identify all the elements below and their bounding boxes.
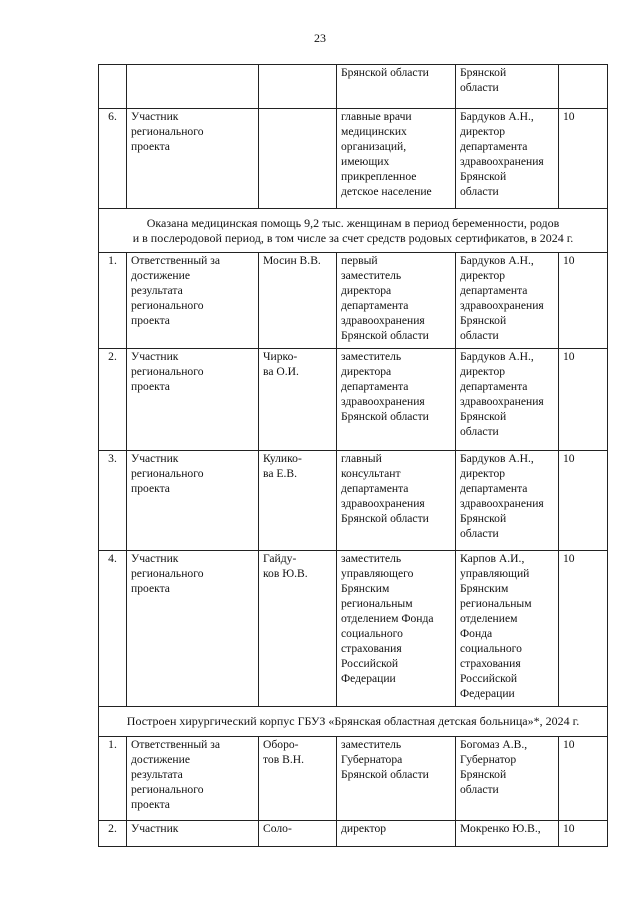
- percent-cell: 10: [559, 451, 608, 551]
- table-row: [99, 821, 608, 847]
- row-number-cell: 3.: [99, 451, 127, 551]
- supervisor-cell: Богомаз А.В., Губернатор Брянской области: [456, 737, 559, 821]
- percent-cell: 10: [559, 737, 608, 821]
- table-row: [99, 551, 608, 707]
- table-row: [99, 451, 608, 551]
- position-cell: директор: [337, 821, 456, 847]
- row-number-cell: 2.: [99, 349, 127, 451]
- position-cell: главные врачи медицинских организаций, имеющих прикрепленное детское население: [337, 109, 456, 209]
- row-number-cell: [99, 65, 127, 109]
- position-cell: Брянской области: [337, 65, 456, 109]
- percent-cell: 10: [559, 821, 608, 847]
- role-cell: [127, 65, 259, 109]
- supervisor-cell: Мокренко Ю.В.,: [456, 821, 559, 847]
- supervisor-cell: Бардуков А.Н., директор департамента здравоохранения Брянской области: [456, 451, 559, 551]
- table-row: [99, 737, 608, 821]
- supervisor-cell: Брянской области: [456, 65, 559, 109]
- supervisor-cell: Бардуков А.Н., директор департамента здравоохранения Брянской области: [456, 109, 559, 209]
- section-header-row: [99, 707, 608, 737]
- row-number-cell: 6.: [99, 109, 127, 209]
- table-row: [99, 109, 608, 209]
- responsibility-table: [98, 64, 608, 847]
- name-cell: Мосин В.В.: [259, 253, 337, 349]
- role-cell: Ответственный за достижение результата регионального проекта: [127, 737, 259, 821]
- name-cell: [259, 109, 337, 209]
- table-row: [99, 253, 608, 349]
- percent-cell: 10: [559, 349, 608, 451]
- role-cell: Участник регионального проекта: [127, 109, 259, 209]
- section-header-cell: [99, 209, 608, 253]
- table-row: [99, 65, 608, 109]
- percent-cell: 10: [559, 109, 608, 209]
- position-cell: заместитель управляющего Брянским региональным отделением Фонда социального страхования Российской Федерации: [337, 551, 456, 707]
- role-cell: Участник: [127, 821, 259, 847]
- position-cell: главный консультант департамента здравоохранения Брянской области: [337, 451, 456, 551]
- name-cell: Соло-: [259, 821, 337, 847]
- role-cell: Участник регионального проекта: [127, 551, 259, 707]
- row-number-cell: 1.: [99, 253, 127, 349]
- name-cell: Кулико- ва Е.В.: [259, 451, 337, 551]
- row-number-cell: 4.: [99, 551, 127, 707]
- role-cell: Участник регионального проекта: [127, 349, 259, 451]
- position-cell: заместитель директора департамента здравоохранения Брянской области: [337, 349, 456, 451]
- row-number-cell: 2.: [99, 821, 127, 847]
- role-cell: Участник регионального проекта: [127, 451, 259, 551]
- role-cell: Ответственный за достижение результата регионального проекта: [127, 253, 259, 349]
- table-row: [99, 349, 608, 451]
- section-title: Построен хирургический корпус ГБУЗ «Брянская областная детская больница»*, 2024 г.: [126, 714, 580, 728]
- percent-cell: 10: [559, 253, 608, 349]
- supervisor-cell: Бардуков А.Н., директор департамента здравоохранения Брянской области: [456, 253, 559, 349]
- name-cell: [259, 65, 337, 109]
- name-cell: Гайду- ков Ю.В.: [259, 551, 337, 707]
- position-cell: заместитель Губернатора Брянской области: [337, 737, 456, 821]
- row-number-cell: 1.: [99, 737, 127, 821]
- section-header-row: [99, 209, 608, 253]
- name-cell: Оборо- тов В.Н.: [259, 737, 337, 821]
- section-header-cell: [99, 707, 608, 737]
- supervisor-cell: Карпов А.И., управляющий Брянским региональным отделением Фонда социального страхования Российской Федерации: [456, 551, 559, 707]
- name-cell: Чирко- ва О.И.: [259, 349, 337, 451]
- page-number: 23: [314, 31, 326, 45]
- percent-cell: 10: [559, 551, 608, 707]
- position-cell: первый заместитель директора департамента здравоохранения Брянской области: [337, 253, 456, 349]
- section-title: Оказана медицинская помощь 9,2 тыс. женщинам в период беременности, родов и в послеродовой период, в том числе за счет средств родовых сертификатов, в 2024 г.: [132, 215, 574, 245]
- supervisor-cell: Бардуков А.Н., директор департамента здравоохранения Брянской области: [456, 349, 559, 451]
- percent-cell: [559, 65, 608, 109]
